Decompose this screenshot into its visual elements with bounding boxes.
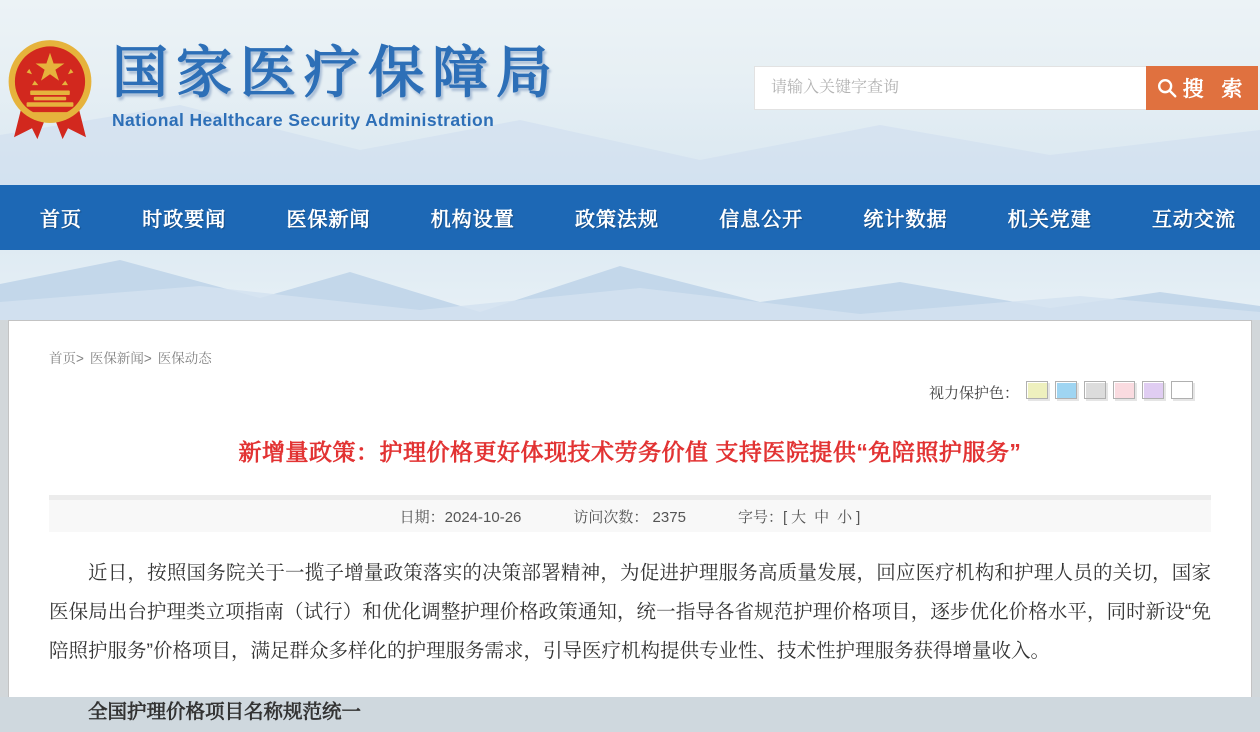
font-size-prefix: 字号：[ (737, 508, 788, 526)
nav-item[interactable]: 政策法规 (575, 209, 659, 231)
mountain-banner (0, 250, 1260, 320)
font-size-option[interactable]: 小 (837, 508, 853, 526)
site-name-english: National Healthcare Security Administration (112, 110, 495, 130)
mountains-decoration (0, 250, 1260, 320)
breadcrumb-item[interactable]: 首页> (49, 351, 84, 366)
site-header (0, 0, 1260, 185)
eye-protection-swatch[interactable] (1055, 381, 1077, 399)
eye-protection-swatch[interactable] (1171, 381, 1193, 399)
eye-protection-swatch[interactable] (1084, 381, 1106, 399)
font-size-options (787, 509, 856, 526)
breadcrumb (49, 321, 1211, 367)
article-paragraph: 近日，按照国务院关于一揽子增量政策落实的决策部署精神，为促进护理服务高质量发展，回应医疗机构和护理人员的关切，国家医保局出台护理类立项指南（试行）和优化调整护理价格政策通知，统一指导各省规范护理价格项目，逐步优化价格水平，同时新设“免陪照护服务”价格项目，满足群众多样化的护理服务需求，引导医疗机构提供专业性、技术性护理服务获得增量收入。 (49, 562, 1211, 662)
font-size-suffix: ] (856, 508, 861, 526)
nav-item[interactable]: 医保新闻 (286, 209, 371, 231)
nav-item[interactable]: 信息公开 (719, 209, 804, 231)
article-subheading: 全国护理价格项目名称规范统一 (88, 701, 362, 723)
search-button-label: 搜 索 (1182, 78, 1249, 101)
search-input[interactable] (754, 66, 1146, 110)
nav-item[interactable]: 机关党建 (1007, 209, 1092, 231)
eye-protection-swatch[interactable] (1142, 381, 1164, 399)
national-emblem-logo (5, 38, 95, 143)
nav-item[interactable]: 统计数据 (863, 209, 948, 231)
search-button[interactable] (1146, 66, 1258, 110)
eye-protection-row (49, 381, 1193, 404)
eye-protection-swatch[interactable] (1113, 381, 1135, 399)
font-size-control (738, 506, 860, 527)
article-date: 日期：2024-10-26 (399, 508, 522, 526)
article-title: 新增量政策：护理价格更好体现技术劳务价值 支持医院提供“免陪照护服务” (238, 439, 1022, 465)
breadcrumb-item[interactable]: 医保动态 (157, 351, 212, 366)
main-navigation (0, 185, 1260, 250)
nav-item[interactable]: 机构设置 (430, 209, 515, 231)
content-area (0, 320, 1260, 723)
article-body (49, 554, 1211, 732)
font-size-option[interactable]: 中 (814, 508, 830, 526)
breadcrumb-item[interactable]: 医保新闻> (89, 351, 152, 366)
eye-protection-swatches (1019, 381, 1193, 404)
article-card (8, 320, 1252, 723)
search-bar (754, 66, 1258, 110)
eye-protection-swatch[interactable] (1026, 381, 1048, 399)
site-name: 国家医疗保障局 (112, 40, 560, 106)
site-identity (112, 42, 560, 131)
article-visit-count: 访问次数： 2375 (573, 508, 686, 526)
nav-item[interactable]: 时政要闻 (142, 209, 227, 231)
nav-item[interactable]: 互动交流 (1152, 209, 1236, 231)
article-meta-bar (49, 495, 1211, 532)
search-icon (1156, 77, 1178, 99)
eye-protection-label: 视力保护色： (928, 385, 1019, 402)
font-size-option[interactable]: 大 (791, 508, 807, 526)
nav-item[interactable]: 首页 (40, 209, 82, 231)
